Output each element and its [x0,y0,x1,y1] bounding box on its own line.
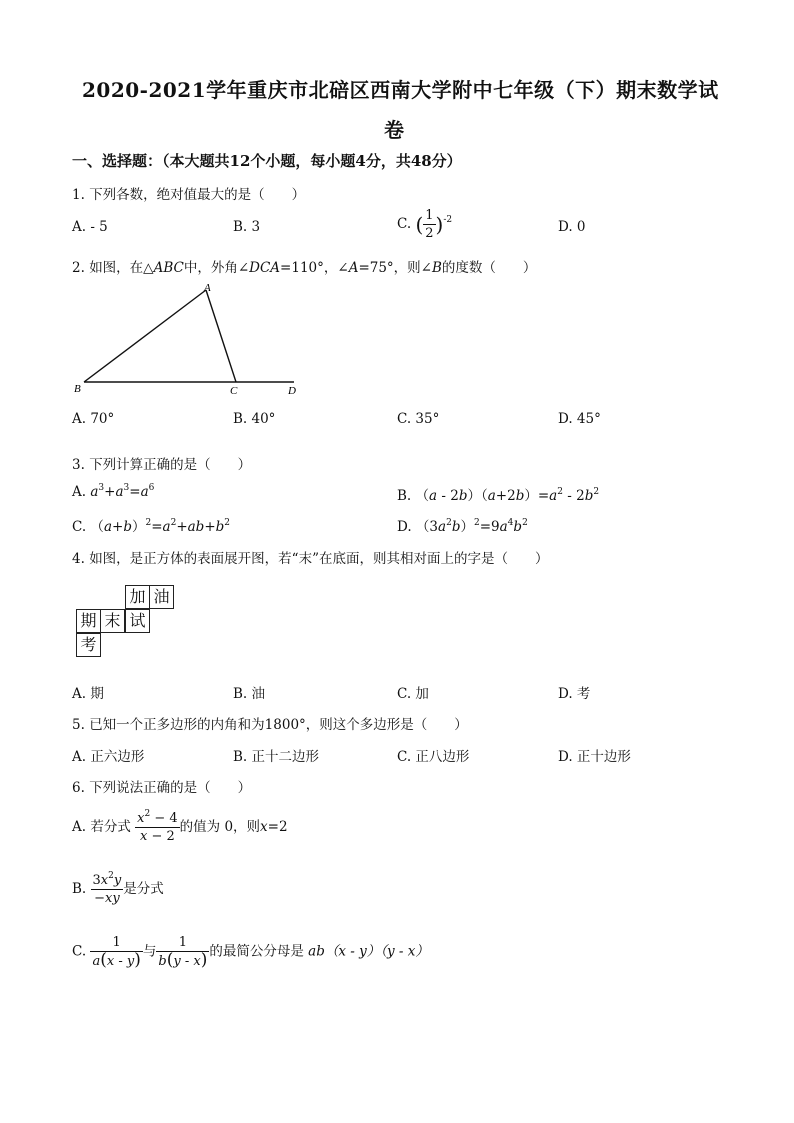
net-cell-kao: 考 [76,633,101,657]
stem-var: A [348,260,359,276]
denominator: −xy [94,891,120,906]
q3-option-a: A. $a^3+a^3=a^6$ [72,483,155,500]
option-label: C. [72,943,87,960]
question-4 [72,547,549,567]
q1-option-b: B. 3 [233,219,261,235]
q6-option-c [72,934,429,970]
question-number: 3. [72,457,85,473]
option-label: C. [397,216,412,232]
q5-option-c: C. 正八边形 [397,749,470,765]
option-var: x [260,819,268,835]
fraction [91,872,124,907]
net-cell-mo: 末 [100,609,125,633]
option-text: 是分式 [123,881,164,897]
q5-option-b: B. 正十二边形 [233,749,320,765]
stem-part: 如图，在△ [89,260,154,276]
q2-option-d: D. 45° [558,411,601,427]
q6-option-a [72,810,288,845]
net-cell-qi: 期 [76,609,101,633]
section-heading: 一、选择题：（本大题共12个小题，每小题4分，共48分） [72,152,462,170]
q4-option-d: D. 考 [558,686,591,702]
denominator: b(y - x) [158,950,208,970]
fraction [90,934,142,970]
paren-close: ) [435,212,444,237]
option-text: =2 [267,819,288,835]
numerator: $x^2 - 4$ [137,809,178,826]
q4-option-a: A. 期 [72,686,104,702]
label-a: A [204,282,211,294]
q1-option-a: A. - 5 [72,219,108,235]
q2-option-a: A. 70° [72,411,115,427]
stem-part: =110°，∠ [280,260,349,276]
question-1 [72,183,305,203]
question-6 [72,776,251,796]
option-answer: ab（x - y）（y - x） [308,943,429,960]
q4-option-b: B. 油 [233,686,266,702]
q2-option-b: B. 40° [233,411,276,427]
triangle-figure [70,280,310,400]
stem-part: 中，外角∠ [183,260,250,276]
option-label: B. [72,881,87,897]
question-stem: 下列各数，绝对值最大的是（ ） [89,187,306,203]
question-2 [72,256,536,276]
denominator: 2 [425,226,434,241]
q3-option-d: D. $(3a^2b)^2=9a^4b^2$ [397,518,528,535]
fraction [423,207,435,242]
q5-option-a: A. 正六边形 [72,749,145,765]
net-cell-jia: 加 [125,585,150,609]
question-number: 4. [72,551,85,567]
q3-option-c: C. $(a+b)^2=a^2+ab+b^2$ [72,518,231,535]
option-text: A. 若分式 [72,819,131,835]
option-text: 的最简公分母是 [209,943,304,960]
stem-var: B [432,260,442,276]
numerator: $3x^2y$ [92,871,122,888]
stem-part: =75°，则∠ [358,260,432,276]
label-c: C [230,385,238,397]
question-5 [72,713,468,733]
question-stem: 下列说法正确的是（ ） [89,780,252,796]
question-number: 5. [72,717,85,733]
stem-part: 的度数（ ） [441,260,537,276]
q3-option-b: B. $(a - 2b)(a+2b)=a^2 - 2b^2$ [397,487,600,504]
fraction [135,810,180,845]
question-number: 6. [72,780,85,796]
side-ac [206,290,236,382]
numerator: 1 [156,934,209,952]
denominator: a(x - y) [92,950,141,970]
page-title: 2020-2021学年重庆市北碚区西南大学附中七年级（下）期末数学试 [82,78,719,102]
page-title-continued: 卷 [384,118,405,142]
question-stem: 已知一个正多边形的内角和为1800°，则这个多边形是（ ） [89,717,468,733]
option-text: 的值为 0，则 [179,819,261,835]
question-stem: 下列计算正确的是（ ） [89,457,252,473]
net-cell-you: 油 [149,585,174,609]
q6-option-b [72,872,164,907]
option-text: 与 [142,943,157,960]
question-3 [72,453,251,473]
side-ab [84,290,206,382]
fraction [156,934,209,970]
numerator: 1 [425,208,434,223]
label-d: D [288,385,296,397]
denominator: x − 2 [140,829,175,844]
stem-var: ABC [153,260,184,276]
q1-option-c [397,207,452,242]
question-number: 1. [72,187,85,203]
label-b: B [74,383,81,395]
exponent: -2 [443,215,453,225]
numerator: 1 [90,934,142,952]
question-stem: 如图，是正方体的表面展开图，若“末”在底面，则其相对面上的字是（ ） [89,551,549,567]
paren-open: ( [415,212,424,237]
stem-var: DCA [249,260,281,276]
q1-option-d: D. 0 [558,219,586,235]
q4-option-c: C. 加 [397,686,429,702]
net-cell-shi: 试 [125,609,150,633]
question-number: 2. [72,260,85,276]
q5-option-d: D. 正十边形 [558,749,631,765]
q2-option-c: C. 35° [397,411,440,427]
